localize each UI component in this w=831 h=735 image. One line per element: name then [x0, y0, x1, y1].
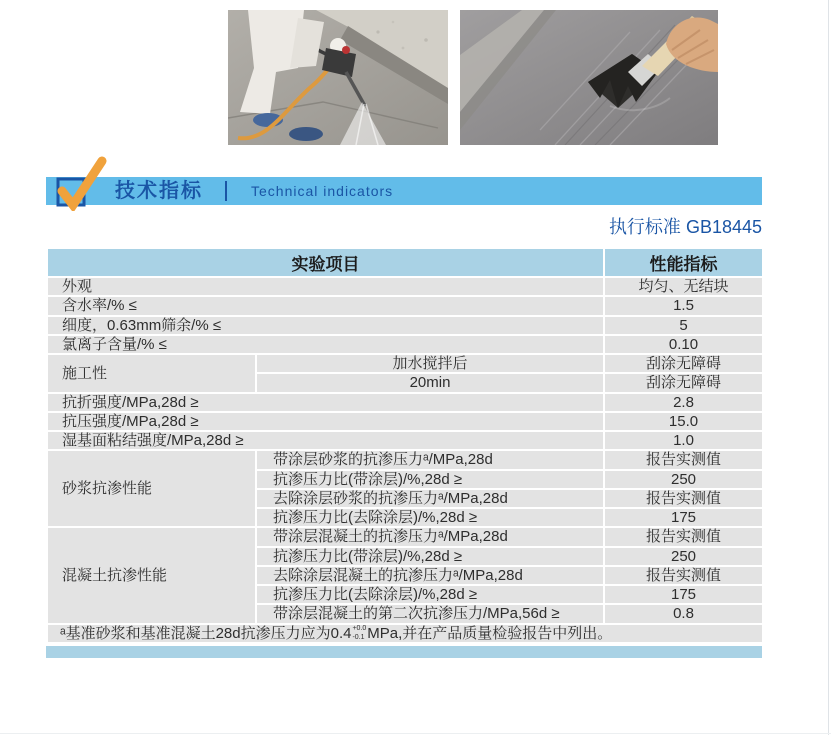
row-value: 报告实测值 [604, 527, 763, 546]
page-bottom-edge [0, 733, 831, 734]
sub-label: 去除涂层混凝土的抗渗压力ᵃ/MPa,28d [256, 566, 604, 585]
row-value: 刮涂无障碍 [604, 373, 763, 392]
row-label: 含水率/% ≤ [47, 296, 604, 315]
brush-photo-graphic [460, 10, 718, 145]
tolerance-top: +0.0 [352, 625, 367, 633]
row-value: 刮涂无障碍 [604, 354, 763, 373]
row-label: 抗折强度/MPa,28d ≥ [47, 393, 604, 412]
row-value: 15.0 [604, 412, 763, 431]
row-value: 5 [604, 316, 763, 335]
group-label-construction: 施工性 [47, 354, 256, 393]
brush-application-photo [460, 10, 718, 145]
row-value: 0.8 [604, 604, 763, 623]
table-row [47, 354, 763, 373]
section-title-bar [46, 177, 762, 205]
row-label: 抗压强度/MPa,28d ≥ [47, 412, 604, 431]
sub-label: 抗渗压力比(带涂层)/%,28d ≥ [256, 470, 604, 489]
row-value: 0.10 [604, 335, 763, 354]
table-row [47, 527, 763, 546]
footnote-row [47, 624, 763, 643]
table-row [47, 316, 763, 335]
table-row [47, 431, 763, 450]
sub-label: 带涂层混凝土的抗渗压力ᵃ/MPa,28d [256, 527, 604, 546]
table-row [47, 450, 763, 469]
table-row [47, 393, 763, 412]
row-label: 湿基面粘结强度/MPa,28d ≥ [47, 431, 604, 450]
footnote [47, 624, 763, 643]
footnote-prefix: ᵃ基准砂浆和基准混凝土28d抗渗压力应为0.4 [60, 624, 352, 642]
table-bottom-bar [46, 646, 762, 658]
row-value: 报告实测值 [604, 489, 763, 508]
tolerance-stack [352, 625, 366, 641]
row-value: 175 [604, 585, 763, 604]
row-value: 1.0 [604, 431, 763, 450]
row-label: 细度，0.63mm筛余/% ≤ [47, 316, 604, 335]
table-row [47, 296, 763, 315]
row-value: 250 [604, 547, 763, 566]
row-label: 氯离子含量/% ≤ [47, 335, 604, 354]
spray-application-photo [228, 10, 448, 145]
spray-photo-graphic [228, 10, 448, 145]
title-divider [225, 181, 227, 201]
section-title-cn: 技术指标 [115, 180, 203, 202]
sub-label: 抗渗压力比(去除涂层)/%,28d ≥ [256, 585, 604, 604]
indicators-table [46, 247, 764, 644]
sub-label: 抗渗压力比(去除涂层)/%,28d ≥ [256, 508, 604, 527]
row-value: 报告实测值 [604, 566, 763, 585]
sub-label: 去除涂层砂浆的抗渗压力ᵃ/MPa,28d [256, 489, 604, 508]
row-value: 报告实测值 [604, 450, 763, 469]
col-header-value: 性能指标 [604, 248, 763, 277]
table-row [47, 277, 763, 296]
row-value: 250 [604, 470, 763, 489]
checkbox-check-icon [50, 155, 114, 211]
row-value: 2.8 [604, 393, 763, 412]
group-label-concrete: 混凝土抗渗性能 [47, 527, 256, 623]
sub-label: 带涂层砂浆的抗渗压力ᵃ/MPa,28d [256, 450, 604, 469]
row-label: 外观 [47, 277, 604, 296]
col-header-item: 实验项目 [47, 248, 604, 277]
sub-label: 带涂层混凝土的第二次抗渗压力/MPa,56d ≥ [256, 604, 604, 623]
page-right-edge [828, 0, 829, 735]
table-row [47, 412, 763, 431]
standard-note: 执行标准 GB18445 [608, 217, 762, 237]
table-header-row [47, 248, 763, 277]
sub-label: 20min [256, 373, 604, 392]
indicators-table-wrap [46, 247, 762, 658]
group-label-mortar: 砂浆抗渗性能 [47, 450, 256, 527]
sub-label: 抗渗压力比(带涂层)/%,28d ≥ [256, 547, 604, 566]
sub-label: 加水搅拌后 [256, 354, 604, 373]
tolerance-bottom: -0.1 [352, 633, 365, 641]
section-title-en: Technical indicators [251, 183, 394, 199]
row-value: 1.5 [604, 296, 763, 315]
table-row [47, 335, 763, 354]
footnote-suffix: MPa,并在产品质量检验报告中列出。 [367, 624, 613, 642]
row-value: 175 [604, 508, 763, 527]
row-value: 均匀、无结块 [604, 277, 763, 296]
